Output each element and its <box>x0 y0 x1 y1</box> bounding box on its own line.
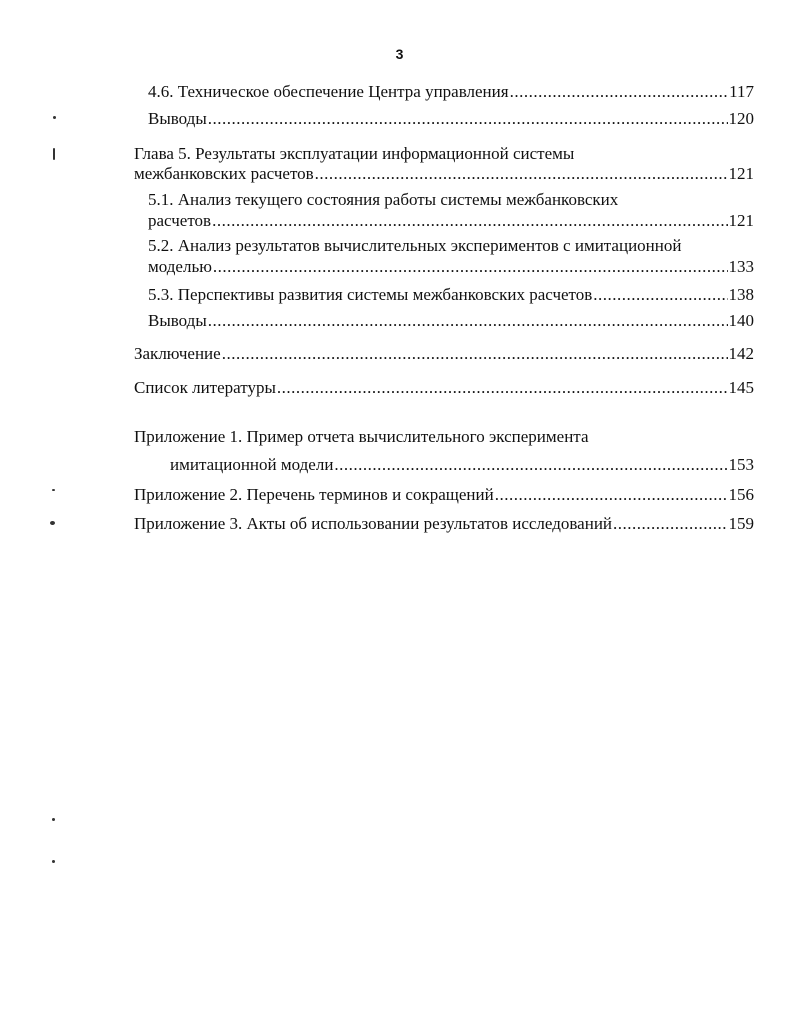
toc-entry-page: 156 <box>728 485 754 504</box>
scan-speck <box>52 818 55 821</box>
toc-entry-title-line2: межбанковских расчетов <box>134 164 314 183</box>
toc-entry-page: 153 <box>728 455 754 474</box>
toc-entry-page: 120 <box>728 109 754 128</box>
scan-speck <box>52 489 55 491</box>
toc-entry-title-line2: расчетов <box>148 211 212 230</box>
toc-leader-dots <box>495 483 728 507</box>
toc-entry-title-line1: 5.1. Анализ текущего состояния работы системы межбанковских <box>148 190 619 209</box>
toc-entry-title: 4.6. Техническое обеспечение Центра управления <box>148 82 509 101</box>
toc-leader-dots <box>613 512 727 536</box>
scan-speck <box>52 860 55 863</box>
toc-entry-page: 121 <box>728 164 754 183</box>
toc-entry-title-line1: Глава 5. Результаты эксплуатации информационной системы <box>134 144 575 163</box>
toc-entry-title: Приложение 2. Перечень терминов и сокращений <box>134 485 494 504</box>
toc-entry-title: Выводы <box>148 109 207 128</box>
toc-entry-5-3 <box>148 283 754 307</box>
toc-leader-dots <box>208 107 728 131</box>
toc-entry-title-line2: моделью <box>148 257 212 276</box>
toc-entry-appendix-1 <box>134 425 754 477</box>
toc-entry-page: 159 <box>728 514 754 533</box>
toc-leader-dots <box>277 376 728 400</box>
toc-entry-conclusions-ch4 <box>148 107 754 131</box>
toc-entry-page: 133 <box>728 257 754 276</box>
toc-entry-page: 145 <box>728 378 754 397</box>
toc-entry-title: Список литературы <box>134 378 276 397</box>
scan-speck <box>53 116 56 119</box>
toc-entry-page: 138 <box>728 285 754 304</box>
toc-entry-title: 5.3. Перспективы развития системы межбанковских расчетов <box>148 285 593 304</box>
toc-entry-page: 140 <box>728 311 754 330</box>
toc-entry-appendix-2 <box>134 483 754 507</box>
toc-entry-title-line2: имитационной модели <box>170 455 334 474</box>
scan-speck <box>50 521 55 525</box>
page-number: 3 <box>395 46 404 62</box>
toc-entry-page: 142 <box>728 344 754 363</box>
toc-entry-page: 121 <box>728 211 754 230</box>
toc-leader-dots <box>213 255 728 279</box>
toc-leader-dots <box>334 453 727 477</box>
toc-entry-conclusions-ch5 <box>148 309 754 333</box>
toc-entry-5-2 <box>148 234 754 279</box>
toc-entry-title: Приложение 3. Акты об использовании результатов исследований <box>134 514 613 533</box>
toc-leader-dots <box>222 342 728 366</box>
toc-entry-conclusion <box>134 342 754 366</box>
toc-entry-title: Выводы <box>148 311 207 330</box>
toc-entry-page: 117 <box>729 82 754 101</box>
toc-leader-dots <box>212 209 727 233</box>
toc-entry-5-1 <box>148 188 754 233</box>
toc-entry-title-line1: 5.2. Анализ результатов вычислительных экспериментов с имитационной <box>148 236 682 255</box>
toc-entry-4-6 <box>148 80 754 104</box>
toc-leader-dots <box>510 80 729 104</box>
toc-entry-title: Заключение <box>134 344 221 363</box>
toc-entry-appendix-3 <box>134 512 754 536</box>
scan-speck <box>53 148 55 160</box>
toc-entry-title-line1: Приложение 1. Пример отчета вычислительного эксперимента <box>134 427 589 446</box>
toc-leader-dots <box>315 162 728 186</box>
toc-leader-dots <box>208 309 728 333</box>
toc-entry-chapter-5 <box>134 142 754 186</box>
toc-leader-dots <box>593 283 727 307</box>
toc-entry-bibliography <box>134 376 754 400</box>
